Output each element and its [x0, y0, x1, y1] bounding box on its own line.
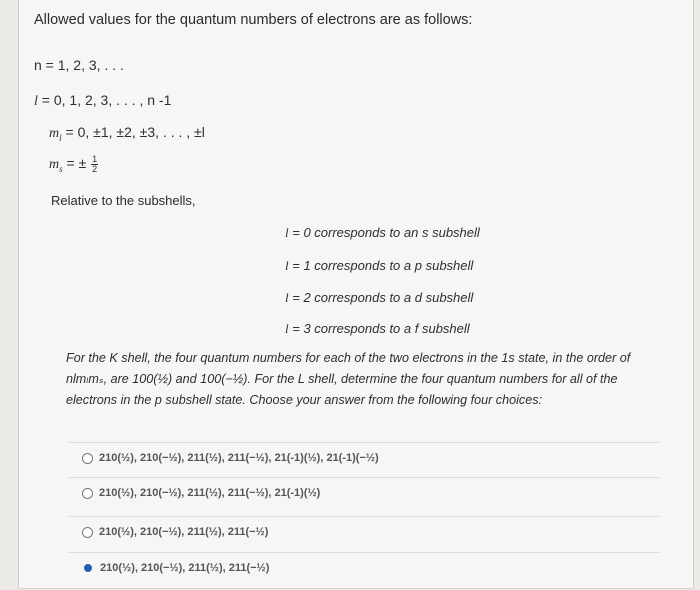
half-fraction: $\frac{1}{2}$: [92, 154, 98, 174]
l-symbol: l: [34, 94, 38, 109]
subshell-d: l = 2 corresponds to a d subshell: [285, 290, 474, 305]
subshell-s: l = 0 corresponds to an s subshell: [285, 225, 480, 240]
intro-text: Allowed values for the quantum numbers of electrons are as follows:: [34, 12, 473, 28]
question-paragraph: For the K shell, the four quantum numbers for each of the two electrons in the 1s state, in the order of nlmₗmₛ, are 100(½) and 100(−½). For the L shell, determine the four quantum numbers for all of the electrons in the p subshell state. Choose your answer from the following four choices:: [66, 351, 631, 407]
n-line: n = 1, 2, 3, . . .: [34, 57, 124, 73]
option-2[interactable]: [69, 477, 659, 508]
option-label: 210(½), 210(−½), 211(½), 211(−½), 21(-1)(½): [99, 487, 321, 499]
ms-values: = ±: [66, 155, 87, 172]
ml-line: [49, 124, 205, 143]
subshell-f: l = 3 corresponds to a f subshell: [285, 321, 470, 336]
subshell-p: l = 1 corresponds to a p subshell: [285, 258, 474, 273]
radio-button[interactable]: [82, 527, 93, 538]
relative-text: Relative to the subshells,: [51, 193, 196, 208]
question-card: [18, 0, 694, 589]
l-values: = 0, 1, 2, 3, . . . , n -1: [41, 92, 172, 108]
radio-button[interactable]: [82, 453, 93, 464]
option-label: 210(½), 210(−½), 211(½), 211(−½): [100, 562, 270, 574]
option-4[interactable]: [69, 552, 659, 583]
option-1[interactable]: [69, 442, 659, 473]
ml-values: = 0, ±1, ±2, ±3, . . . , ±l: [65, 124, 205, 140]
option-3[interactable]: [69, 516, 659, 547]
radio-button-selected[interactable]: [84, 564, 92, 572]
option-label: 210(½), 210(−½), 211(½), 211(−½): [99, 526, 269, 538]
l-line: [34, 92, 171, 110]
radio-button[interactable]: [82, 488, 93, 499]
ms-line: [49, 155, 99, 174]
ms-symbol: $m_s$: [49, 157, 63, 174]
ml-symbol: $m_l$: [49, 126, 62, 143]
option-label: 210(½), 210(−½), 211(½), 211(−½), 21(-1)(½), 21(-1)(−½): [99, 452, 379, 464]
